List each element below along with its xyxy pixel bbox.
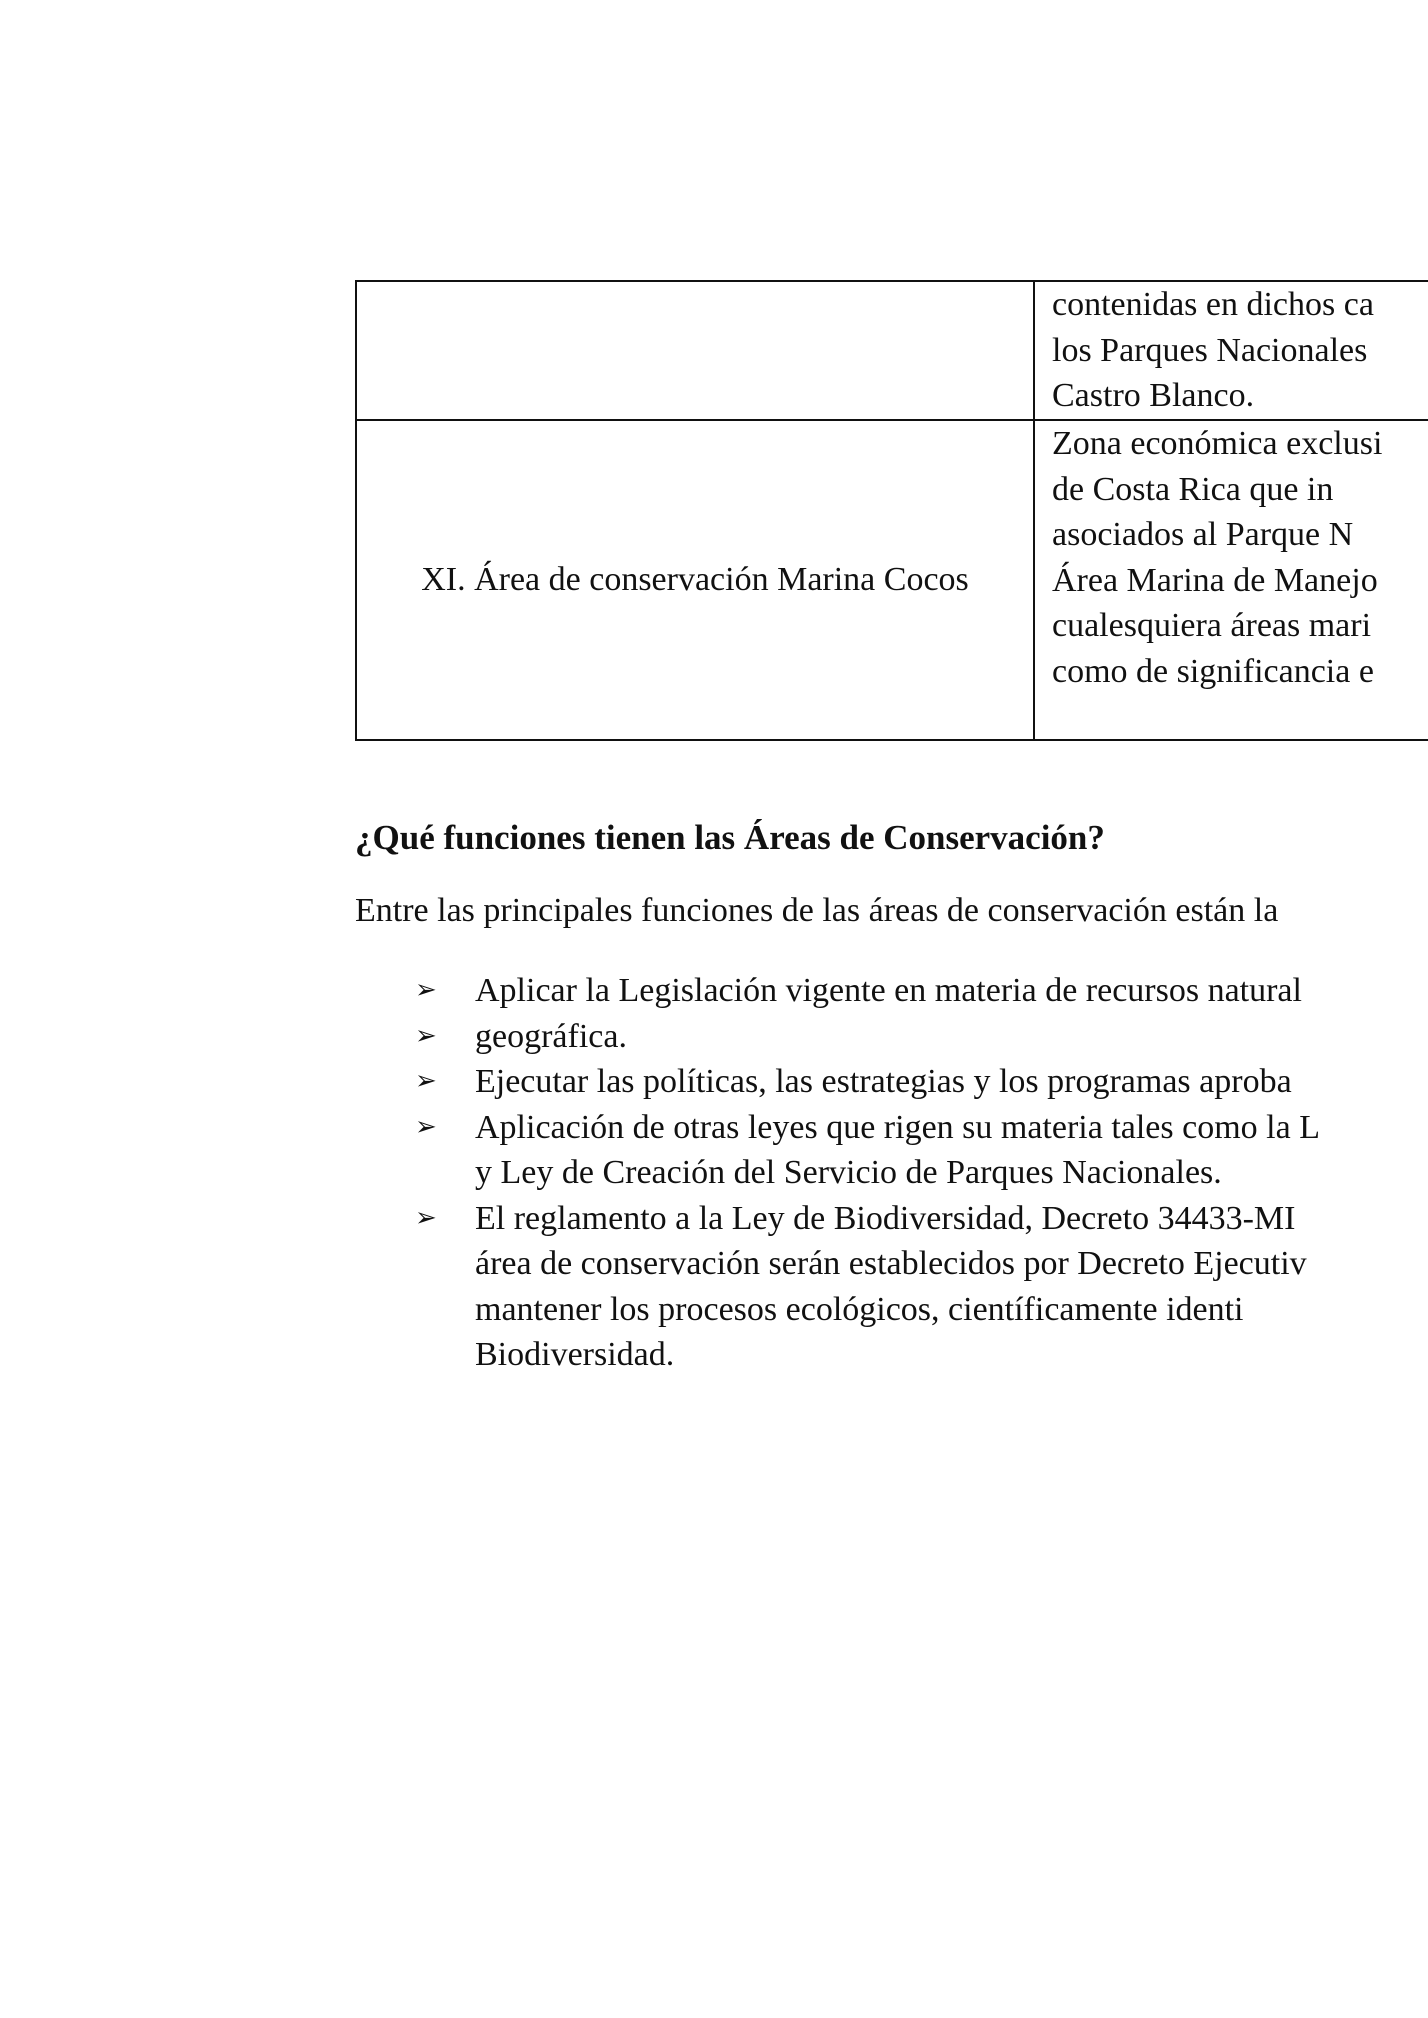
list-item bbox=[415, 1105, 1428, 1196]
table-row bbox=[356, 281, 1428, 420]
list-item-line: El reglamento a la Ley de Biodiversidad, Decreto 34433-MI bbox=[475, 1199, 1296, 1237]
conservation-areas-table bbox=[355, 280, 1428, 741]
list-item bbox=[415, 1196, 1428, 1378]
table-cell-area-name bbox=[356, 281, 1034, 420]
table-cell-description bbox=[1034, 420, 1428, 740]
arrow-bullet-icon: ➢ bbox=[415, 975, 437, 1005]
description-line: Área Marina de Manejo bbox=[1052, 561, 1378, 599]
arrow-bullet-icon: ➢ bbox=[415, 1111, 437, 1142]
description-line: contenidas en dichos ca bbox=[1052, 286, 1374, 323]
description-line: Castro Blanco. bbox=[1052, 377, 1255, 414]
list-item bbox=[415, 1059, 1428, 1105]
list-item-line: Biodiversidad. bbox=[475, 1336, 675, 1373]
section-heading: ¿Qué funciones tienen las Áreas de Conservación? bbox=[355, 818, 1105, 857]
description-line: cualesquiera áreas mari bbox=[1052, 607, 1372, 644]
table-cell-description bbox=[1034, 281, 1428, 420]
table-row bbox=[356, 420, 1428, 740]
list-item bbox=[415, 1014, 1428, 1060]
list-item-line: y Ley de Creación del Servicio de Parques Nacionales. bbox=[475, 1154, 1222, 1191]
arrow-bullet-icon: ➢ bbox=[415, 1202, 437, 1233]
arrow-bullet-icon: ➢ bbox=[415, 1020, 437, 1051]
list-item bbox=[415, 968, 1428, 1014]
functions-list bbox=[415, 968, 1428, 1378]
list-item-line: área de conservación serán establecidos por Decreto Ejecutiv bbox=[475, 1245, 1307, 1282]
description-line: de Costa Rica que in bbox=[1052, 470, 1334, 508]
description-line: los Parques Nacionales bbox=[1052, 331, 1368, 369]
list-item-line: Ejecutar las políticas, las estrategias y los programas aproba bbox=[475, 1063, 1292, 1100]
table-cell-area-name: XI. Área de conservación Marina Cocos bbox=[356, 420, 1034, 740]
intro-paragraph: Entre las principales funciones de las áreas de conservación están la bbox=[355, 892, 1279, 929]
arrow-bullet-icon: ➢ bbox=[415, 1066, 437, 1096]
list-item-line: mantener los procesos ecológicos, científicamente identi bbox=[475, 1290, 1244, 1328]
list-item-line: Aplicar la Legislación vigente en materia de recursos natural bbox=[475, 972, 1302, 1009]
description-line: Zona económica exclusi bbox=[1052, 425, 1383, 462]
list-item-line: Aplicación de otras leyes que rigen su materia tales como la L bbox=[475, 1108, 1320, 1146]
description-line: asociados al Parque N bbox=[1052, 516, 1354, 553]
list-item-line: geográfica. bbox=[475, 1017, 627, 1055]
description-line: como de significancia e bbox=[1052, 652, 1374, 690]
